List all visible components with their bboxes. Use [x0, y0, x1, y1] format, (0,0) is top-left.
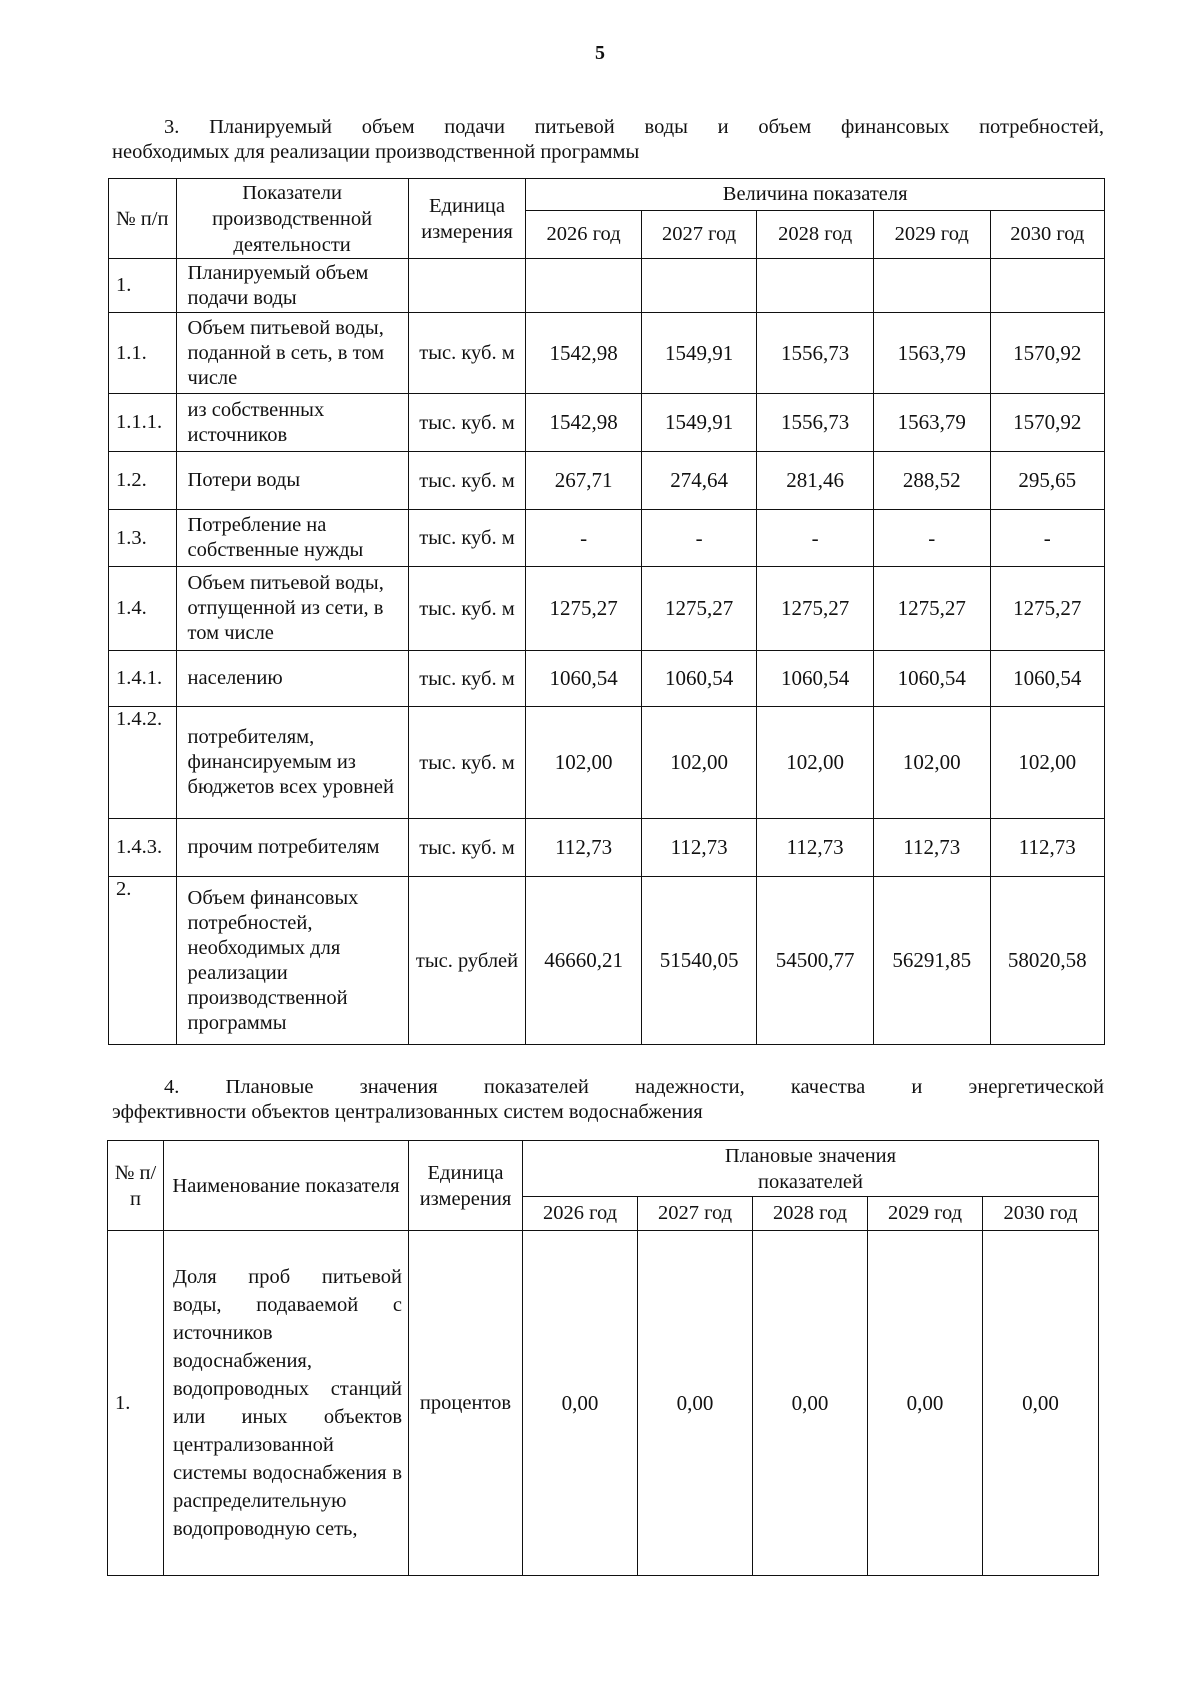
row-value: 112,73 — [990, 819, 1104, 877]
table-row — [109, 651, 1105, 707]
section-4-title-line-2: эффективности объектов централизованных систем водоснабжения — [112, 1101, 703, 1123]
table-row — [109, 877, 1105, 1045]
table-row — [109, 819, 1105, 877]
row-value: 51540,05 — [641, 877, 757, 1045]
table-row — [109, 313, 1105, 394]
header-year: 2029 год — [873, 211, 990, 259]
section-3-title-line-1: 3. Планируемый объем подачи питьевой воды и объем финансовых потребностей, — [164, 116, 1104, 138]
header-year: 2027 год — [641, 211, 757, 259]
row-name: Объем питьевой воды, отпущенной из сети, в том числе — [176, 567, 408, 651]
header-year: 2028 год — [753, 1197, 868, 1231]
row-unit: тыс. куб. м — [408, 452, 526, 510]
row-value: 0,00 — [753, 1231, 868, 1576]
row-value: 1542,98 — [526, 394, 642, 452]
row-value: 1275,27 — [641, 567, 757, 651]
row-value: 1556,73 — [757, 394, 874, 452]
row-name: Планируемый объем подачи воды — [176, 259, 408, 313]
row-value: - — [873, 510, 990, 567]
row-value: 102,00 — [873, 707, 990, 819]
row-value: 1549,91 — [641, 313, 757, 394]
row-value — [641, 259, 757, 313]
row-unit: тыс. куб. м — [408, 567, 526, 651]
row-num: 1.4. — [109, 567, 177, 651]
row-value: 1570,92 — [990, 394, 1104, 452]
row-value: 102,00 — [990, 707, 1104, 819]
header-year: 2027 год — [638, 1197, 753, 1231]
section-4-title — [112, 1075, 1104, 1125]
row-value: 1060,54 — [757, 651, 874, 707]
row-value — [990, 259, 1104, 313]
table-row — [109, 567, 1105, 651]
header-year: 2030 год — [990, 211, 1104, 259]
row-num: 1.1.1. — [109, 394, 177, 452]
row-num: 1.1. — [109, 313, 177, 394]
row-value: 112,73 — [641, 819, 757, 877]
row-name: Объем питьевой воды, поданной в сеть, в том числе — [176, 313, 408, 394]
row-unit: тыс. куб. м — [408, 707, 526, 819]
header-num: № п/п — [109, 179, 177, 259]
row-unit — [408, 259, 526, 313]
row-unit: тыс. куб. м — [408, 394, 526, 452]
row-num: 1.2. — [109, 452, 177, 510]
row-num: 1. — [109, 259, 177, 313]
row-value: 54500,77 — [757, 877, 874, 1045]
row-value: 1549,91 — [641, 394, 757, 452]
row-unit: тыс. куб. м — [408, 510, 526, 567]
header-year: 2028 год — [757, 211, 874, 259]
header-value-group: Величина показателя — [526, 179, 1105, 211]
header-year: 2026 год — [526, 211, 642, 259]
row-unit: тыс. куб. м — [408, 313, 526, 394]
row-name: прочим потребителям — [176, 819, 408, 877]
row-unit: процентов — [409, 1231, 523, 1576]
production-program-table — [108, 178, 1105, 1045]
row-value: 1275,27 — [873, 567, 990, 651]
header-unit: Единица измерения — [409, 1141, 523, 1231]
row-value: 1060,54 — [873, 651, 990, 707]
section-4-title-line-1: 4. Плановые значения показателей надежности, качества и энергетической — [164, 1076, 1104, 1098]
row-num: 1. — [108, 1231, 164, 1576]
row-value: - — [641, 510, 757, 567]
row-num: 1.4.2. — [109, 707, 177, 819]
row-value: 1556,73 — [757, 313, 874, 394]
row-value: 112,73 — [757, 819, 874, 877]
table-row — [108, 1231, 1099, 1576]
row-value: 58020,58 — [990, 877, 1104, 1045]
row-value: - — [757, 510, 874, 567]
row-name: Объем финансовых потребностей, необходимых для реализации производственной программы — [176, 877, 408, 1045]
row-unit: тыс. рублей — [408, 877, 526, 1045]
row-value: 112,73 — [873, 819, 990, 877]
row-value: 0,00 — [523, 1231, 638, 1576]
header-year: 2030 год — [983, 1197, 1099, 1231]
row-value: 1060,54 — [641, 651, 757, 707]
row-value: 1275,27 — [757, 567, 874, 651]
header-unit: Единица измерения — [408, 179, 526, 259]
row-value: 1060,54 — [990, 651, 1104, 707]
section-3-title-line-2: необходимых для реализации производственной программы — [112, 141, 640, 163]
row-name: из собственных источников — [176, 394, 408, 452]
row-unit: тыс. куб. м — [408, 651, 526, 707]
row-value: 56291,85 — [873, 877, 990, 1045]
row-value: 46660,21 — [526, 877, 642, 1045]
row-value: 102,00 — [757, 707, 874, 819]
row-value: 1563,79 — [873, 313, 990, 394]
row-value: 102,00 — [641, 707, 757, 819]
row-value: 112,73 — [526, 819, 642, 877]
row-value: 1275,27 — [990, 567, 1104, 651]
row-value — [757, 259, 874, 313]
section-3-title — [112, 115, 1104, 165]
header-year: 2026 год — [523, 1197, 638, 1231]
table-row — [109, 394, 1105, 452]
row-num: 1.3. — [109, 510, 177, 567]
row-value: 1060,54 — [526, 651, 642, 707]
row-value: - — [526, 510, 642, 567]
row-value: - — [990, 510, 1104, 567]
row-name: потребителям, финансируемым из бюджетов всех уровней — [176, 707, 408, 819]
row-unit: тыс. куб. м — [408, 819, 526, 877]
row-num: 1.4.3. — [109, 819, 177, 877]
row-value: 288,52 — [873, 452, 990, 510]
table-row — [109, 707, 1105, 819]
row-value: 1542,98 — [526, 313, 642, 394]
row-value — [526, 259, 642, 313]
header-year: 2029 год — [868, 1197, 983, 1231]
row-num: 2. — [109, 877, 177, 1045]
row-name: Потери воды — [176, 452, 408, 510]
row-value: 0,00 — [983, 1231, 1099, 1576]
row-value: 274,64 — [641, 452, 757, 510]
table-row — [109, 510, 1105, 567]
row-name: населению — [176, 651, 408, 707]
header-indicator: Наименование показателя — [164, 1141, 409, 1231]
reliability-indicators-table — [107, 1140, 1099, 1576]
page-number: 5 — [595, 42, 605, 64]
row-name: Потребление на собственные нужды — [176, 510, 408, 567]
table-row — [109, 259, 1105, 313]
row-value: 1563,79 — [873, 394, 990, 452]
row-value: 281,46 — [757, 452, 874, 510]
row-name: Доля проб питьевой воды, подаваемой с источников водоснабжения, водопроводных станций или иных объектов централизованной системы водоснабжения в распределительную водопроводную сеть, — [164, 1231, 409, 1576]
header-indicator: Показатели производственной деятельности — [176, 179, 408, 259]
row-value: 295,65 — [990, 452, 1104, 510]
row-value — [873, 259, 990, 313]
row-value: 267,71 — [526, 452, 642, 510]
row-value: 1570,92 — [990, 313, 1104, 394]
row-value: 0,00 — [638, 1231, 753, 1576]
header-num: № п/п — [108, 1141, 164, 1231]
row-value: 1275,27 — [526, 567, 642, 651]
row-num: 1.4.1. — [109, 651, 177, 707]
header-value-group: Плановые значения показателей — [523, 1141, 1099, 1197]
row-value: 102,00 — [526, 707, 642, 819]
table-row — [109, 452, 1105, 510]
row-value: 0,00 — [868, 1231, 983, 1576]
